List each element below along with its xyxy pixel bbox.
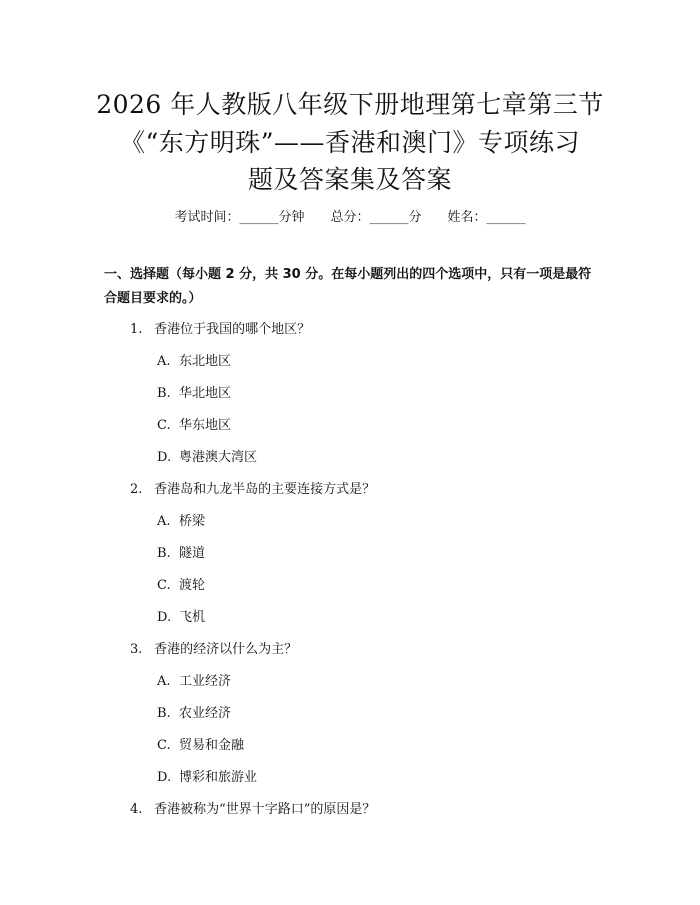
option-letter: C. bbox=[157, 738, 171, 753]
option-1a[interactable] bbox=[157, 350, 231, 369]
page-title-line-3: 题及答案集及答案 bbox=[247, 165, 452, 194]
option-letter: A. bbox=[157, 354, 171, 369]
option-text: 工业经济 bbox=[179, 674, 232, 689]
option-letter: B. bbox=[157, 706, 171, 721]
question-text: 香港岛和九龙半岛的主要连接方式是？ bbox=[154, 482, 376, 497]
option-text: 博彩和旅游业 bbox=[179, 770, 258, 785]
option-2c[interactable] bbox=[157, 574, 205, 593]
option-text: 农业经济 bbox=[179, 706, 232, 721]
option-letter: D. bbox=[157, 770, 172, 785]
option-letter: B. bbox=[157, 386, 171, 401]
total-score: 总分：______分 bbox=[330, 210, 422, 225]
exam-time: 考试时间：______分钟 bbox=[174, 210, 305, 225]
option-text: 华北地区 bbox=[179, 386, 232, 401]
exam-meta bbox=[0, 206, 700, 225]
option-2b[interactable] bbox=[157, 542, 205, 561]
question-2 bbox=[130, 478, 375, 497]
option-letter: C. bbox=[157, 578, 171, 593]
page-title-line-1: 2026 年人教版八年级下册地理第七章第三节 bbox=[96, 90, 604, 119]
option-text: 华东地区 bbox=[179, 418, 232, 433]
option-3d[interactable] bbox=[157, 766, 257, 785]
option-2a[interactable] bbox=[157, 510, 205, 529]
option-text: 粤港澳大湾区 bbox=[179, 450, 258, 465]
option-letter: D. bbox=[157, 610, 172, 625]
question-3 bbox=[130, 638, 297, 657]
question-number: 2. bbox=[130, 482, 143, 497]
question-4 bbox=[130, 798, 375, 817]
option-text: 隧道 bbox=[179, 546, 206, 561]
option-1c[interactable] bbox=[157, 414, 231, 433]
option-3a[interactable] bbox=[157, 670, 231, 689]
option-text: 桥梁 bbox=[179, 514, 206, 529]
option-text: 飞机 bbox=[179, 610, 206, 625]
section-heading: 一、选择题（每小题 2 分，共 30 分。在每小题列出的四个选项中，只有一项是最符合题目要求的。） bbox=[104, 267, 592, 306]
question-text: 香港的经济以什么为主？ bbox=[154, 642, 298, 657]
page-title-line-2: 《“东方明珠”——香港和澳门》专项练习 bbox=[119, 128, 581, 157]
option-letter: A. bbox=[157, 674, 171, 689]
question-number: 3. bbox=[130, 642, 143, 657]
question-number: 4. bbox=[130, 802, 143, 817]
option-3c[interactable] bbox=[157, 734, 244, 753]
question-1 bbox=[130, 318, 310, 337]
option-letter: B. bbox=[157, 546, 171, 561]
option-letter: C. bbox=[157, 418, 171, 433]
student-name: 姓名：______ bbox=[447, 210, 526, 225]
option-letter: D. bbox=[157, 450, 172, 465]
option-text: 贸易和金融 bbox=[179, 738, 245, 753]
option-1d[interactable] bbox=[157, 446, 257, 465]
option-text: 渡轮 bbox=[179, 578, 206, 593]
option-letter: A. bbox=[157, 514, 171, 529]
option-3b[interactable] bbox=[157, 702, 231, 721]
question-text: 香港被称为“世界十字路口”的原因是？ bbox=[154, 802, 376, 817]
option-text: 东北地区 bbox=[179, 354, 232, 369]
question-number: 1. bbox=[130, 322, 143, 337]
option-2d[interactable] bbox=[157, 606, 205, 625]
question-text: 香港位于我国的哪个地区？ bbox=[154, 322, 311, 337]
option-1b[interactable] bbox=[157, 382, 231, 401]
